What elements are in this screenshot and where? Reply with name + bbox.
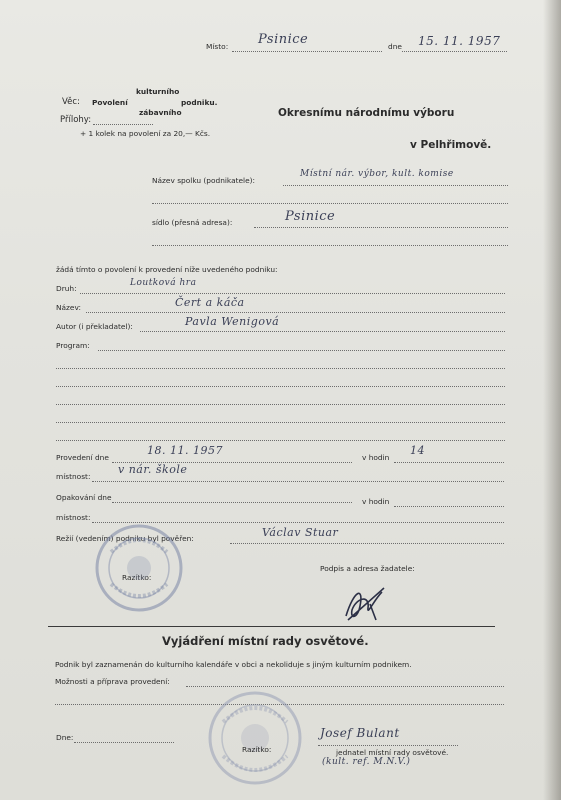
section-divider <box>48 626 495 627</box>
jednatel-label: jednatel místní rady osvětové. <box>336 748 449 757</box>
v-hodin-label: v hodin <box>362 453 390 462</box>
provedeni-label: Provedení dne <box>56 453 109 462</box>
program-line-4 <box>56 404 505 405</box>
prilohy-label: Přílohy: <box>60 115 92 125</box>
opakovani-line <box>112 502 352 503</box>
applicant-signature-icon <box>340 580 390 624</box>
jednatel-extra: (kult. ref. M.N.V.) <box>322 757 411 767</box>
autor-label: Autor (i překladatel): <box>56 322 133 331</box>
stamp-2-icon <box>205 688 305 788</box>
section2-signature: Josef Bulant <box>320 726 400 740</box>
moznosti-line-1 <box>186 686 504 687</box>
section2-razitko-label: Razítko: <box>242 745 272 754</box>
prilohy-kolek: + 1 kolek na povolení za 20,— Kčs. <box>80 129 211 138</box>
nazev-spolku-value: Místní nár. výbor, kult. komise <box>300 169 454 179</box>
section2-dne-label: Dne: <box>56 733 74 742</box>
dne-label: dne <box>388 42 402 51</box>
v-hodin2-line <box>394 506 504 507</box>
nazev-line <box>86 312 505 313</box>
vec-zabavniho: zábavního <box>139 108 182 117</box>
nazev-label: Název: <box>56 303 81 312</box>
program-line-6 <box>56 440 505 441</box>
misto-label: Místo: <box>206 42 229 51</box>
program-label: Program: <box>56 341 90 350</box>
mistnost2-label: místnost: <box>56 513 91 522</box>
stamp-1-icon <box>93 522 185 614</box>
nazev-value: Čert a káča <box>175 296 245 309</box>
section2-text: Podnik byl zaznamenán do kulturního kalendáře v obci a nekoliduje s jiným kulturním podnikem. <box>55 660 412 669</box>
sidlo-label: sídlo (přesná adresa): <box>152 218 233 227</box>
sidlo-line2 <box>152 245 508 246</box>
rezii-line <box>230 543 504 544</box>
druh-label: Druh: <box>56 284 77 293</box>
mistnost-line <box>92 481 504 482</box>
mistnost-label: místnost: <box>56 472 91 481</box>
program-line-5 <box>56 422 505 423</box>
request-intro: žádá tímto o povolení k provedení níže uvedeného podniku: <box>56 265 278 274</box>
vec-podniku: podniku. <box>181 98 218 107</box>
podpis-label: Podpis a adresa žadatele: <box>320 564 415 573</box>
v-hodin-value: 14 <box>410 444 425 457</box>
misto-value: Psinice <box>258 32 309 47</box>
addressee-line2: v Pelhřimově. <box>410 139 492 151</box>
vec-kulturniho: kulturního <box>136 87 180 96</box>
moznosti-label: Možnosti a příprava provedení: <box>55 677 170 686</box>
provedeni-value: 18. 11. 1957 <box>147 444 223 457</box>
razitko-label: Razítko: <box>122 573 152 582</box>
rezii-label: Režií (vedením) podniku byl pověřen: <box>56 534 194 543</box>
v-hodin-line <box>394 462 504 463</box>
misto-line <box>232 51 382 52</box>
autor-value: Pavla Wenigová <box>185 315 280 328</box>
section2-dne-line <box>74 742 174 743</box>
opakovani-label: Opakování dne <box>56 493 112 502</box>
sidlo-value: Psinice <box>285 209 336 224</box>
section2-signature-line <box>318 745 458 746</box>
paper-edge-shadow <box>543 0 561 800</box>
rezii-value: Václav Stuar <box>262 526 339 539</box>
sidlo-line <box>254 227 508 228</box>
program-line-3 <box>56 386 505 387</box>
program-line-1 <box>98 350 505 351</box>
nazev-spolku-label: Název spolku (podnikatele): <box>152 176 256 185</box>
druh-line <box>80 293 505 294</box>
prilohy-line <box>93 124 153 125</box>
section2-title: Vyjádření místní rady osvětové. <box>162 634 369 648</box>
vec-povoleni: Povolení <box>92 98 128 107</box>
druh-value: Loutková hra <box>130 278 197 288</box>
autor-line <box>140 331 505 332</box>
mistnost-value: v nár. škole <box>118 463 188 476</box>
program-line-2 <box>56 368 505 369</box>
addressee-line1: Okresnímu národnímu výboru <box>278 107 455 119</box>
vec-label: Věc: <box>62 97 80 107</box>
nazev-spolku-line <box>283 185 508 186</box>
nazev-spolku-line2 <box>152 203 508 204</box>
dne-line <box>402 51 507 52</box>
dne-value: 15. 11. 1957 <box>418 34 501 48</box>
v-hodin2-label: v hodin <box>362 497 390 506</box>
